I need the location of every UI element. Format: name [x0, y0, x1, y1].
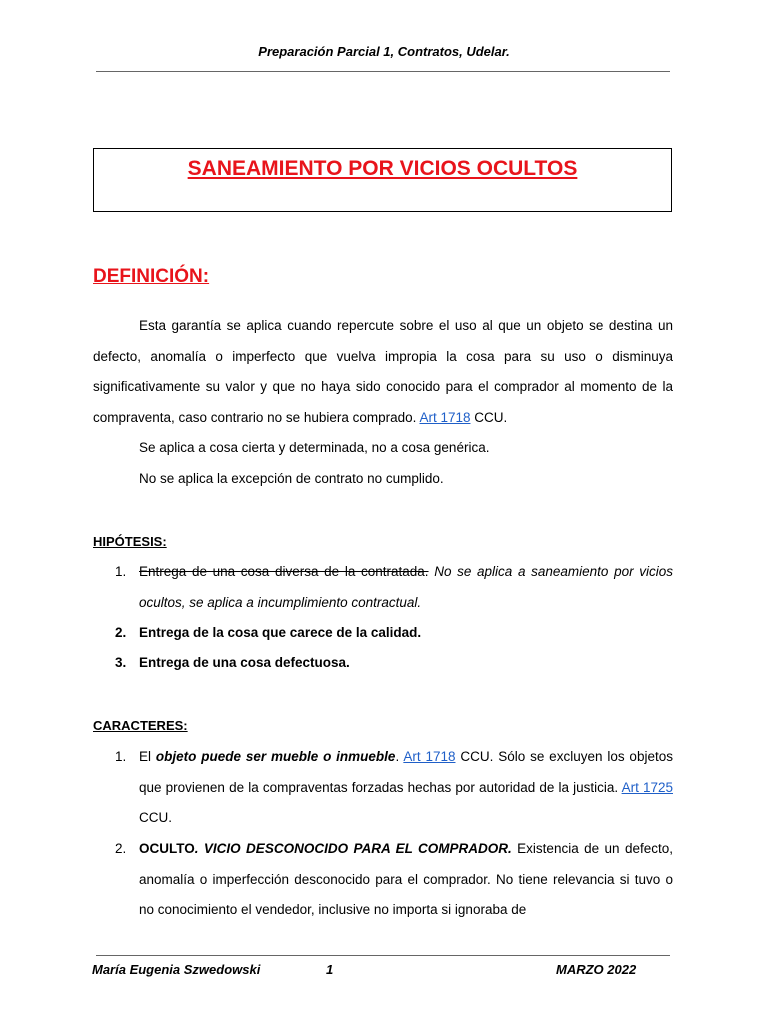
definicion-paragraph-text: Esta garantía se aplica cuando repercute sobre el uso al que un objeto se destina un defecto, anomalía o imperfecto que vuelva impropia la cosa para su uso o disminuya significativamente su valor y que no haya sido conocido para el comprador al momento de la compraventa, caso contrario no se hubiera comprado. [93, 318, 673, 425]
item-mid-text: CCU. Sólo se excluyen los objetos que provienen de la compraventas forzadas hechas por autoridad de la justicia. [139, 749, 673, 795]
definicion-heading: DEFINICIÓN: [93, 266, 210, 287]
caracteres-heading: CARACTERES: [93, 718, 188, 733]
emphasis-text: objeto puede ser mueble o inmueble [155, 749, 396, 764]
definicion-line-cosa-cierta: Se aplica a cosa cierta y determinada, no a cosa genérica. [139, 440, 490, 455]
list-number: 2. [115, 625, 127, 640]
list-item-text: Entrega de una cosa defectuosa. [139, 655, 350, 670]
art-1725-link[interactable]: Art 1725 [621, 779, 673, 795]
item-post: CCU. [139, 810, 172, 825]
list-number: 1. [115, 564, 127, 579]
title-box [93, 148, 672, 212]
item-dot: . [395, 749, 400, 764]
definicion-paragraph-suffix: CCU. [474, 409, 508, 425]
art-1718-link[interactable]: Art 1718 [419, 409, 471, 425]
header-divider [96, 71, 670, 72]
list-number: 3. [115, 655, 127, 670]
hipotesis-heading: HIPÓTESIS: [93, 534, 167, 549]
footer-date: MARZO 2022 [556, 962, 637, 977]
footer-author: María Eugenia Szwedowski [92, 962, 261, 977]
list-number: 1. [115, 749, 127, 764]
list-number: 2. [115, 841, 127, 856]
footer-divider [96, 955, 670, 956]
hipotesis-item-1 [93, 557, 673, 618]
caracteres-item-2 [93, 834, 673, 926]
struck-text: Entrega de una cosa diversa de la contratada. [139, 564, 429, 579]
italic-note: No se aplica a saneamiento por vicios ocultos, se aplica a incumplimiento contractual. [139, 564, 673, 610]
item-pre: El [139, 749, 152, 764]
item-text: Existencia de un defecto, anomalía o imperfección desconocido para el comprador. No tiene relevancia si tuvo o no conocimiento el vendedor, inclusive no importa si ignoraba de [139, 841, 673, 917]
page-header: Preparación Parcial 1, Contratos, Udelar. [258, 44, 510, 59]
definicion-paragraph [93, 311, 673, 433]
caracteres-item-1 [93, 742, 673, 834]
hipotesis-item-3 [93, 648, 673, 679]
emphasis-text: . VICIO DESCONOCIDO PARA EL COMPRADOR. [194, 841, 512, 856]
definicion-line-excepcion: No se aplica la excepción de contrato no cumplido. [139, 471, 444, 486]
list-item-text: Entrega de la cosa que carece de la calidad. [139, 625, 422, 640]
footer-page-number: 1 [326, 962, 334, 977]
document-title: SANEAMIENTO POR VICIOS OCULTOS [187, 157, 578, 180]
hipotesis-item-2 [93, 618, 673, 649]
oculto-label: OCULTO [139, 841, 195, 856]
art-1718-link[interactable]: Art 1718 [403, 749, 456, 764]
